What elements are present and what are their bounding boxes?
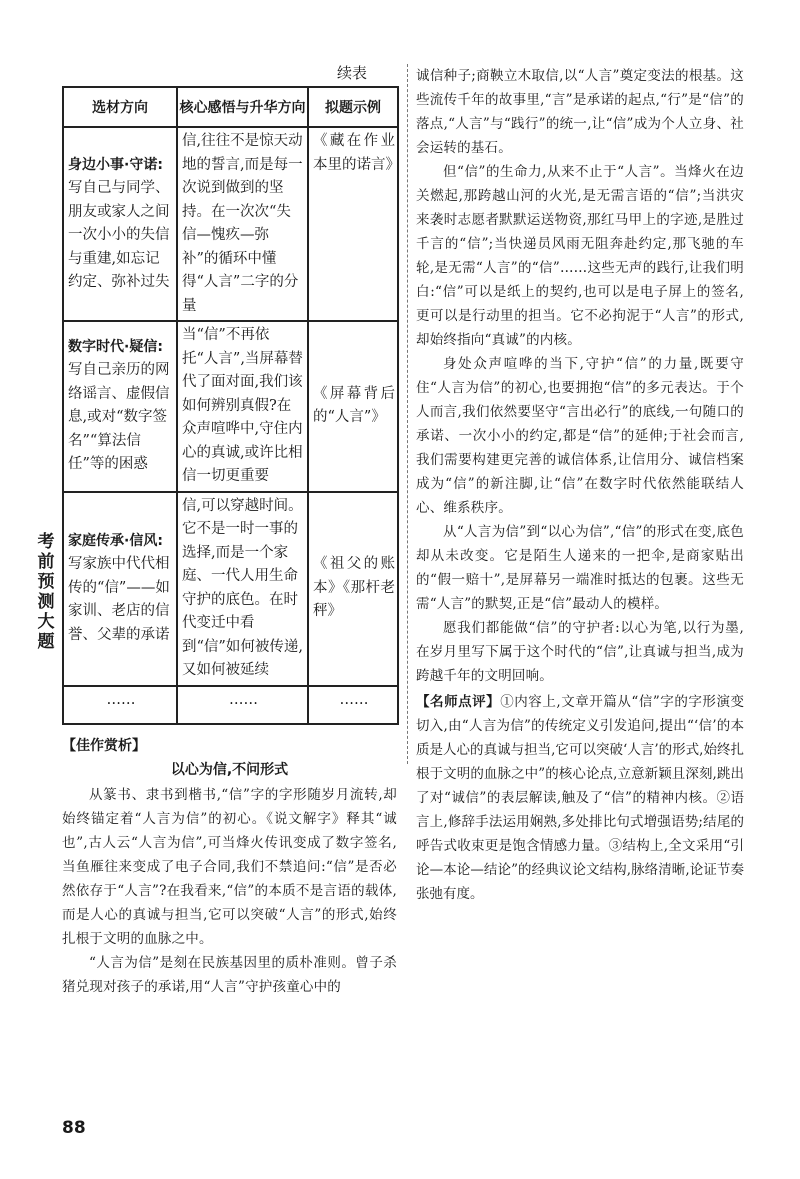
essay-paragraph: 诚信种子;商鞅立木取信,以“人言”奠定变法的根基。这些流传千年的故事里,“言”是承诺的起点,“行”是“信”的落点,“人言”与“践行”的统一,让“信”成为个人立身、社会运转的基石。 — [416, 68, 744, 156]
insight-cell: 信,往往不是惊天动地的誓言,而是每一次说到做到的坚持。在一次次“失信—愧疚—弥补”的循环中懂得“人言”二字的分量 — [177, 127, 308, 321]
essay-paragraph: 从“人言为信”到“以心为信”,“信”的形式在变,底色却从未改变。它是陌生人递来的一把伞,是商家贴出的“假一赔十”,是屏幕另一端准时抵达的包裹。这些无需“人言”的默契,正是“信”最动人的模样。 — [416, 524, 744, 612]
table-row-ellipsis — [63, 686, 398, 724]
topic-title: 数字时代·疑信: — [68, 338, 163, 355]
title-example-cell: 《祖父的账本》《那杆老秤》 — [308, 492, 398, 686]
column-divider — [407, 64, 408, 764]
table-header-row — [63, 87, 398, 127]
topic-cell — [63, 492, 177, 686]
page-number: 88 — [62, 1118, 86, 1138]
essay-paragraph: 愿我们都能做“信”的守护者:以心为笔,以行为墨,在岁月里写下属于这个时代的“信”,让真诚与担当,成为跨越千年的文明回响。 — [416, 620, 744, 684]
topic-title: 身边小事·守诺: — [68, 156, 163, 173]
table-row — [63, 321, 398, 492]
essay-paragraph: 身处众声喧哗的当下,守护“信”的力量,既要守住“人言为信”的初心,也要拥抱“信”的多元表达。于个人而言,我们依然要坚守“言出必行”的底线,一句随口的承诺、一次小小的约定,都是“信”的延伸;于社会而言,我们需要构建更完善的诚信体系,让信用分、诚信档案成为“信”的新注脚,让“信”在数字时代依然能联结人心、维系秩序。 — [416, 356, 744, 516]
ellipsis-cell: …… — [177, 686, 308, 724]
table-header-cell: 拟题示例 — [308, 87, 398, 127]
topic-desc: 写自己亲历的网络谣言、虚假信息,或对“数字签名”“算法信任”等的困惑 — [68, 362, 170, 473]
review-text: ①内容上,文章开篇从“信”字的字形演变切入,由“人言为信”的传统定义引发追问,提出“‘信’的本质是人心的真诚与担当,它可以突破‘人言’的形式,始终扎根于文明的血脉之中”的核心论点,立意新颖且深刻,跳出了对“诚信”的表层解读,触及了“信”的精神内核。②语言上,修辞手法运用娴熟,多处排比句式增强语势;结尾的呼告式收束更是饱含情感力量。③结构上,全文采用“引论—本论—结论”的经典议论文结构,脉络清晰,论证节奏张弛有度。 — [416, 694, 744, 902]
topic-table — [62, 86, 399, 725]
essay-paragraph: “人言为信”是刻在民族基因里的质朴准则。曾子杀猪兑现对孩子的承诺,用“人言”守护孩童心中的 — [62, 954, 397, 995]
title-example-cell: 《屏幕背后的“人言”》 — [308, 321, 398, 492]
insight-cell: 当“信”不再依托“人言”,当屏幕替代了面对面,我们该如何辨别真假?在众声喧哗中,守住内心的真诚,或许比相信一切更重要 — [177, 321, 308, 492]
essay-paragraph: 从篆书、隶书到楷书,“信”字的字形随岁月流转,却始终锚定着“人言为信”的初心。《说文解字》释其“诚也”,古人云“人言为信”,可当烽火传讯变成了数字签名,当鱼雁往来变成了电子合同,我们不禁追问:“信”是否必然依存于“人言”?在我看来,“信”的本质不是言语的载体,而是人心的真诚与担当,它可以突破“人言”的形式,始终扎根于文明的血脉之中。 — [62, 786, 397, 947]
topic-desc: 写自己与同学、朋友或家人之间一次小小的失信与重建,如忘记约定、弥补过失 — [68, 180, 170, 290]
left-column — [62, 60, 400, 999]
teacher-review — [416, 690, 744, 906]
topic-cell — [63, 127, 177, 321]
topic-cell — [63, 321, 177, 492]
title-example-cell: 《藏在作业本里的诺言》 — [308, 127, 398, 321]
topic-title: 家庭传承·信风: — [68, 532, 163, 549]
table-row — [63, 492, 398, 686]
analysis-tag: 【佳作赏析】 — [62, 737, 146, 754]
right-column — [416, 64, 744, 906]
table-header-cell: 核心感悟与升华方向 — [177, 87, 308, 127]
topic-desc: 写家族中代代相传的“信”——如家训、老店的信誉、父辈的承诺 — [68, 556, 170, 643]
table-row — [63, 127, 398, 321]
table-header-cell: 选材方向 — [63, 87, 177, 127]
ellipsis-cell: …… — [308, 686, 398, 724]
ellipsis-cell: …… — [63, 686, 177, 724]
side-section-label: 考前预测大题 — [37, 532, 55, 652]
essay-title: 以心为信,不问形式 — [170, 761, 289, 778]
insight-cell: 信,可以穿越时间。它不是一时一事的选择,而是一个家庭、一代人用生命守护的底色。在时代变迁中看到“信”如何被传递,又如何被延续 — [177, 492, 308, 686]
essay-paragraph: 但“信”的生命力,从来不止于“人言”。当烽火在边关燃起,那跨越山河的火光,是无需言语的“信”;当洪灾来袭时志愿者默默运送物资,那红马甲上的字迹,是胜过千言的“信”;当快递员风雨无阻奔赴约定,那飞驰的车轮,是无需“人言”的“信”……这些无声的践行,让我们明白:“信”可以是纸上的契约,也可以是电子屏上的签名,更可以是行动里的担当。它不必拘泥于“人言”的形式,却始终指向“真诚”的内核。 — [416, 164, 744, 348]
review-tag: 【名师点评】 — [416, 694, 501, 710]
continued-label: 续表 — [336, 64, 367, 82]
